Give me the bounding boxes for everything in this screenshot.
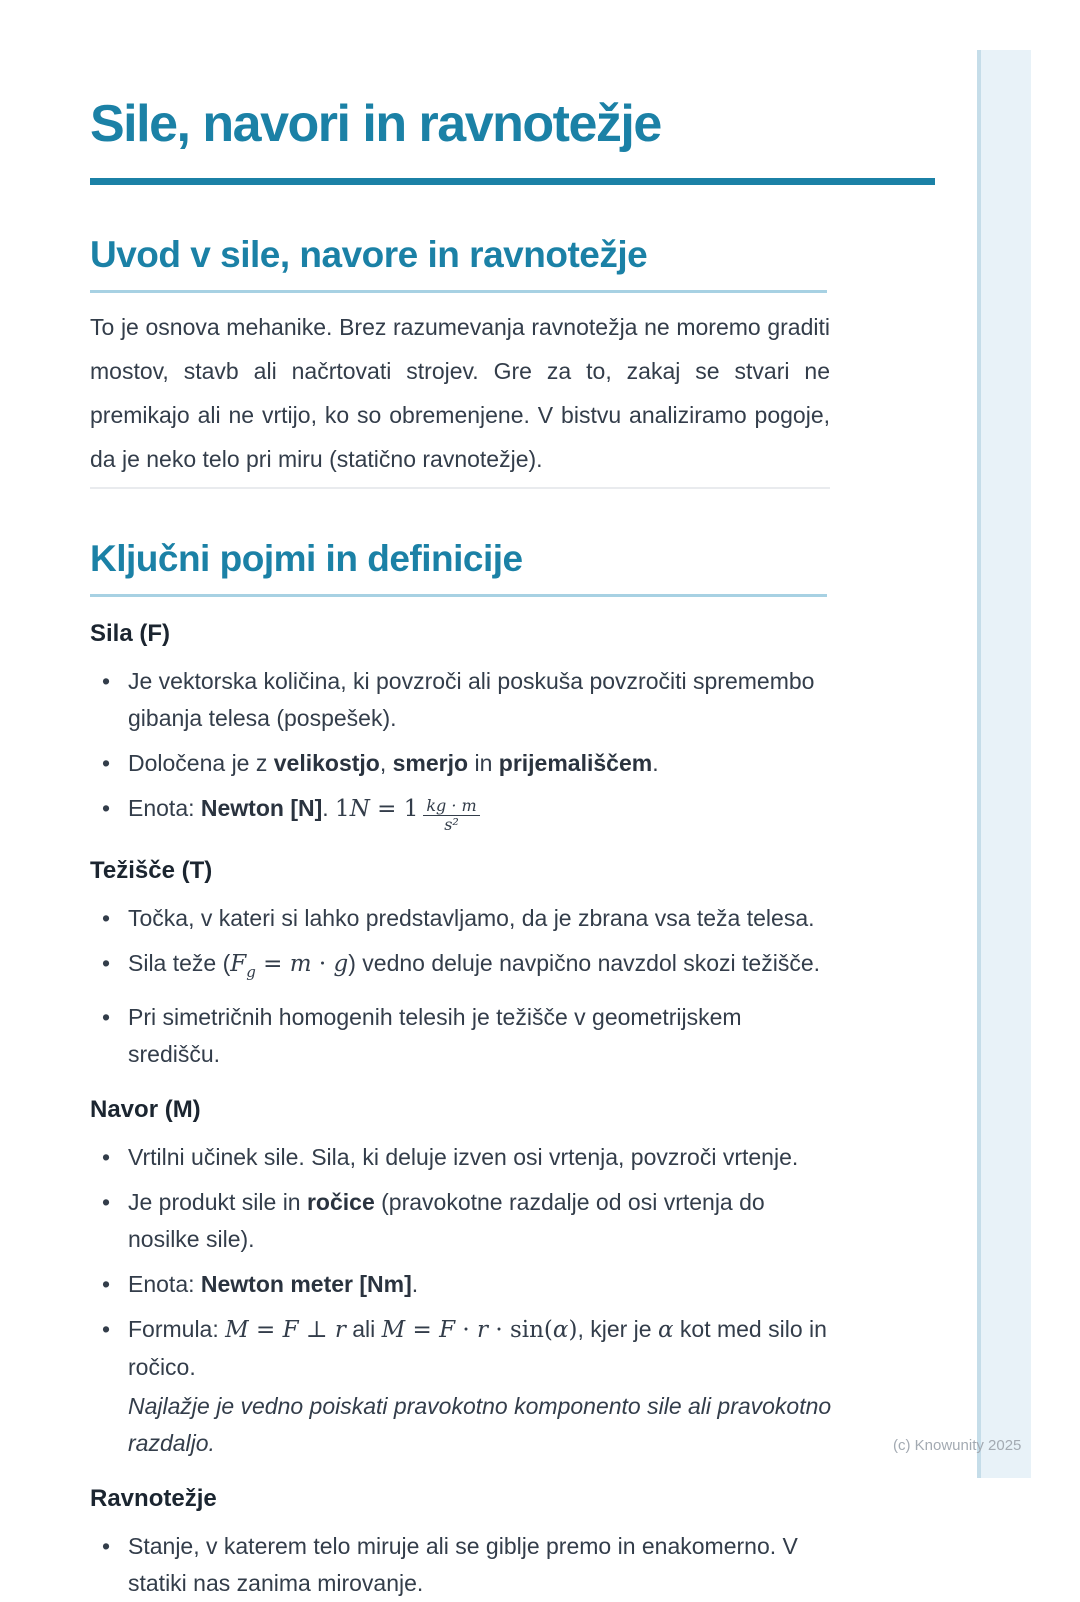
title-rule <box>90 178 935 185</box>
text-segment: g <box>246 962 256 981</box>
text-segment: (pravokotne razdalje od osi vrtenja do nosilke sile). <box>128 1188 765 1252</box>
section-heading-intro: Uvod v sile, navore in ravnotežje <box>90 234 648 275</box>
text-segment: α <box>552 1316 569 1343</box>
text-segment: . <box>652 750 659 776</box>
bullet-item <box>128 1266 838 1303</box>
bullet-item <box>128 790 838 834</box>
bullet-item <box>128 900 838 937</box>
text-segment: r <box>334 1316 346 1343</box>
bullet-item <box>128 745 838 782</box>
text-segment: M <box>225 1316 249 1343</box>
fraction-numerator: kg · m <box>423 797 479 816</box>
text-segment: Stanje, v katerem telo miruje ali se giblje premo in enakomerno. V statiki nas zanima mirovanje. <box>128 1532 798 1596</box>
text-segment: Enota: <box>128 795 201 821</box>
bullet-list <box>90 663 838 834</box>
text-segment: Pri simetričnih homogenih telesih je težišče v geometrijskem središču. <box>128 1003 742 1067</box>
text-segment: α <box>657 1316 674 1343</box>
text-segment: N <box>349 796 370 822</box>
section-divider <box>90 487 830 489</box>
bullet-item <box>128 945 838 991</box>
math-fraction <box>423 797 479 834</box>
text-segment: prijemališčem <box>498 750 653 776</box>
text-segment: Formula: <box>128 1315 226 1342</box>
subsection-title: Navor (M) <box>90 1095 201 1123</box>
text-segment: · sin( <box>488 1316 553 1343</box>
text-segment: ali <box>345 1315 382 1342</box>
bullet-list <box>90 1528 838 1602</box>
text-segment: Točka, v kateri si lahko predstavljamo, da je zbrana vsa teža telesa. <box>128 904 815 931</box>
bullet-note: Najlažje je vedno poiskati pravokotno komponento sile ali pravokotno razdaljo. <box>128 1392 832 1456</box>
section-heading-concepts: Ključni pojmi in definicije <box>90 538 523 579</box>
text-segment: · <box>455 1316 478 1343</box>
text-segment: kot med silo in ročico. <box>128 1315 827 1380</box>
document-content <box>90 0 935 1602</box>
text-segment: m <box>289 950 312 977</box>
text-segment: , <box>379 750 393 776</box>
text-segment: F <box>439 1316 456 1343</box>
text-segment: . <box>322 795 336 821</box>
intro-paragraph: To je osnova mehanike. Brez razumevanja ravnotežja ne moremo graditi mostov, stavb ali načrtovati strojev. Gre za to, zakaj se stvari ne premikajo ali ne vrtijo, ko so obremenjene. V bistvu analiziramo pogoje, da je neko telo pri miru (statično ravnotežje). <box>90 314 830 472</box>
text-segment: Enota: <box>128 1270 201 1297</box>
text-segment: Določena je z <box>128 750 274 776</box>
text-segment: ) vedno deluje navpično navzdol skozi težišče. <box>348 949 821 976</box>
bullet-list <box>90 1139 838 1462</box>
text-segment: ) <box>568 1316 578 1343</box>
bullet-item <box>128 1311 838 1462</box>
fraction-denominator: s² <box>444 815 459 834</box>
section-intro <box>90 235 935 481</box>
text-segment: Newton meter [Nm] <box>200 1270 412 1297</box>
page-title: Sile, navori in ravnotežje <box>90 95 661 153</box>
text-segment: · <box>311 950 334 977</box>
bullet-item <box>128 1139 838 1176</box>
subsection-title: Težišče (T) <box>90 856 213 884</box>
text-segment: = 1 <box>369 796 419 822</box>
bullet-item <box>128 1528 838 1602</box>
bullet-item <box>128 663 838 737</box>
text-segment: smerjo <box>392 750 469 776</box>
bullet-item <box>128 999 838 1073</box>
text-segment: Je produkt sile in <box>128 1188 307 1215</box>
text-segment: g <box>333 950 349 977</box>
section-concepts <box>90 539 935 1602</box>
text-segment: . <box>411 1270 419 1297</box>
subsections <box>90 619 935 1602</box>
text-segment: Vrtilni učinek sile. Sila, ki deluje izven osi vrtenja, povzroči vrtenje. <box>128 1143 799 1170</box>
right-margin-stripe <box>977 50 1031 1478</box>
bullet-item <box>128 1184 838 1258</box>
text-segment: 1 <box>335 796 350 822</box>
subsection-title: Sila (F) <box>90 620 171 647</box>
text-segment: Sila teže ( <box>128 949 231 976</box>
text-segment: velikostjo <box>273 750 380 776</box>
subsection-title: Ravnotežje <box>90 1484 217 1512</box>
text-segment: Je vektorska količina, ki povzroči ali poskuša povzročiti spremembo gibanja telesa (pospešek). <box>128 668 815 731</box>
text-segment: r <box>477 1316 489 1343</box>
text-segment: M <box>381 1316 406 1343</box>
text-segment: in <box>468 750 499 776</box>
text-segment: = <box>405 1316 440 1343</box>
copyright-footer: (c) Knowunity 2025 <box>893 1437 1022 1454</box>
text-segment: Newton [N] <box>200 795 323 821</box>
text-segment: = <box>248 1316 283 1343</box>
text-segment: F <box>230 950 247 977</box>
text-segment: ročice <box>306 1188 375 1215</box>
section-underline-concepts <box>90 594 827 597</box>
text-segment: , kjer je <box>577 1315 658 1342</box>
bullet-list <box>90 900 838 1073</box>
section-underline-intro <box>90 290 827 293</box>
text-segment: ⊥ <box>298 1316 335 1343</box>
text-segment: F <box>282 1316 299 1343</box>
text-segment: = <box>255 950 290 977</box>
